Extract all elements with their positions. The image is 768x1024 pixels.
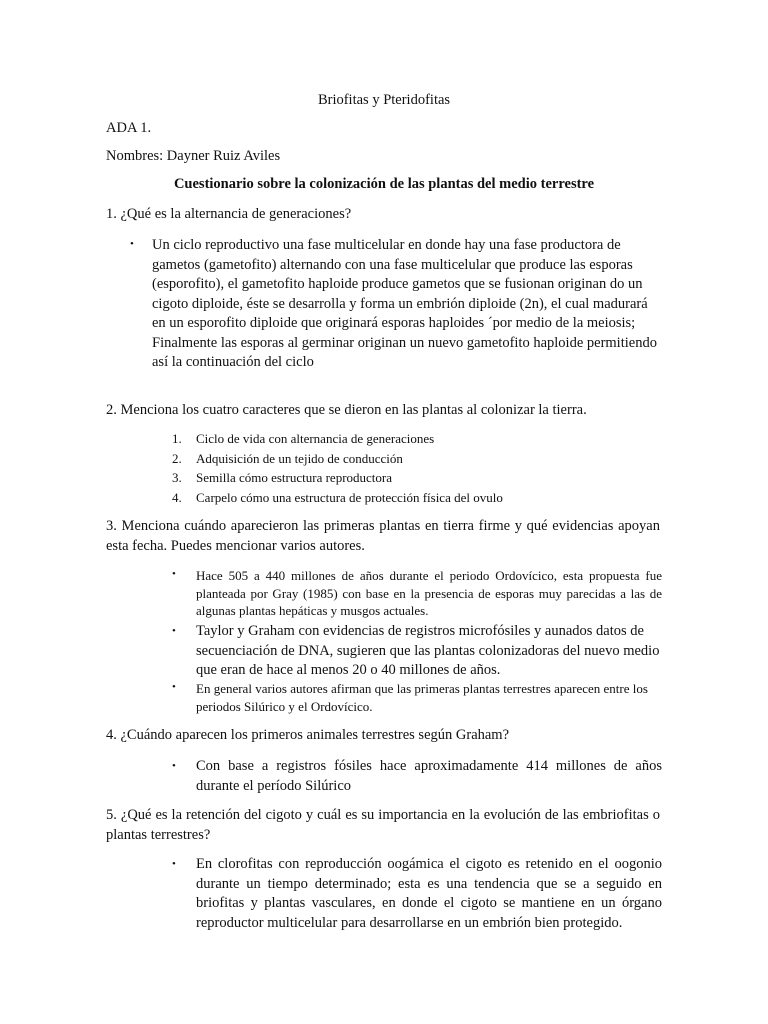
question-2: 2. Menciona los cuatro caracteres que se dieron en las plantas al colonizar la tierra. — [106, 402, 587, 418]
q3-answer-2: Taylor y Graham con evidencias de registros microfósiles y aunados datos de secuenciación de DNA, sugieren que las plantas colonizadoras del nuevo medio que eran de hace al menos 20 o 40 millones de años. — [196, 623, 660, 678]
q3-answer-3: En general varios autores afirman que las primeras plantas terrestres aparecen entre los periodos Silúrico y el Ordovícico. — [196, 681, 648, 714]
list-number: 3. — [172, 470, 182, 485]
bullet-icon: • — [172, 681, 176, 693]
bullet-icon: • — [172, 858, 176, 870]
list-item-text: Adquisición de un tejido de conducción — [196, 450, 403, 466]
q1-answer: Un ciclo reproductivo una fase multicelular en donde hay una fase productora de gametos (gametofito) alternando con una fase multicelular que produce las esporas (esporofito), el gametofito haploide produce gametos que se fusionan originan do un cigoto diploide, éste se desarrolla y forma un embrión diploide (2n), el cual madurará en un esporofito diploide que originará esporas haploides ´por medio de la meiosis; Finalmente las esporas al germinar originan un nuevo gametofito haploide permitiendo así la continuación del ciclo — [152, 237, 657, 370]
q4-answer: Con base a registros fósiles hace aproximadamente 414 millones de años durante el período Silúrico — [196, 758, 662, 794]
bullet-icon: • — [172, 760, 176, 772]
list-item-text: Ciclo de vida con alternancia de generaciones — [196, 431, 435, 446]
activity-label: ADA 1. — [106, 120, 152, 136]
list-item-text: Carpelo cómo una estructura de protección física del ovulo — [196, 489, 503, 505]
bullet-icon: • — [172, 568, 176, 580]
bullet-icon: • — [130, 238, 134, 250]
list-item-text: Semilla cómo estructura reproductora — [196, 470, 393, 485]
q3-answer-1: Hace 505 a 440 millones de años durante el periodo Ordovícico, esta propuesta fue planteada por Gray (1985) con base en la presencia de esporas muy parecidas a las de algunas plantas hepáticas y musgos actuales. — [196, 568, 662, 618]
document-title: Briofitas y Pteridofitas — [317, 92, 451, 108]
question-4: 4. ¿Cuándo aparecen los primeros animales terrestres según Graham? — [106, 727, 510, 743]
bullet-icon: • — [172, 625, 176, 637]
list-number: 2. — [172, 450, 182, 466]
q5-answer: En clorofitas con reproducción oogámica el cigoto es retenido en el oogonio durante un tiempo determinado; esta es una tendencia que se a seguido en briofitas y plantas vasculares, en donde el cigoto se mantiene en un órgano reproductor multicelular para desarrollarse en un embrión bien protegido. — [196, 856, 662, 931]
student-names: Nombres: Dayner Ruiz Aviles — [106, 148, 281, 164]
list-number: 1. — [172, 431, 182, 446]
question-5: 5. ¿Qué es la retención del cigoto y cuál es su importancia en la evolución de las embriofitas o plantas terrestres? — [106, 807, 660, 843]
question-1: 1. ¿Qué es la alternancia de generaciones? — [106, 206, 352, 222]
questionnaire-title: Cuestionario sobre la colonización de las plantas del medio terrestre — [173, 176, 595, 192]
list-number: 4. — [172, 489, 182, 505]
question-3: 3. Menciona cuándo aparecieron las primeras plantas en tierra firme y qué evidencias apoyan esta fecha. Puedes mencionar varios autores. — [106, 518, 660, 554]
